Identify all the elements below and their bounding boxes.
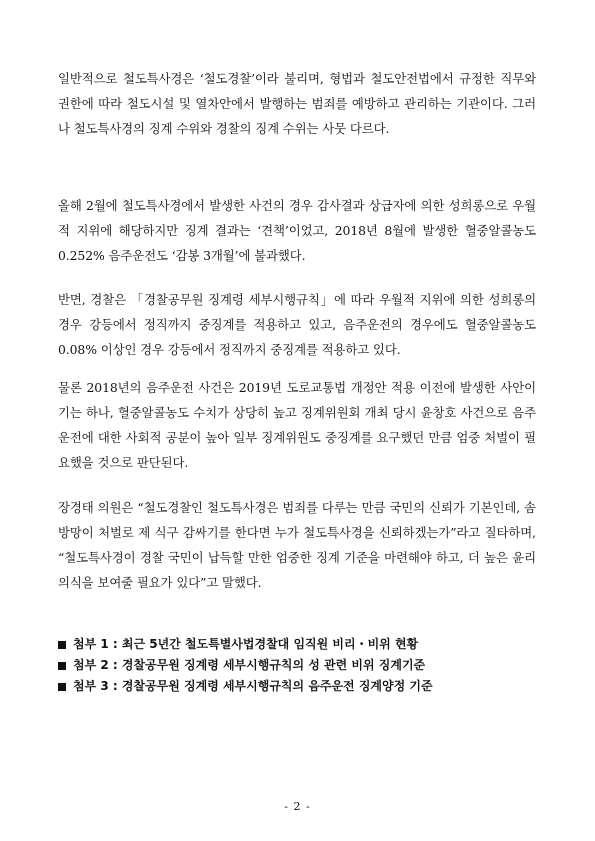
attachment-item bbox=[58, 676, 538, 697]
paragraph-drunk-driving-case: 물론 2018년의 음주운전 사건은 2019년 도로교통법 개정안 적용 이전에 발생한 사안이기는 하나, 혈중알콜농도 수치가 상당히 높고 징계위원회 개최 당시 윤창호 사건으로 음주운전에 대한 사회적 공분이 높아 일부 징계위원도 중징계를 요구했던 만큼 엄중 처벌이 필요했을 것으로 판단된다. bbox=[58, 380, 536, 470]
square-bullet-icon bbox=[58, 662, 66, 670]
square-bullet-icon bbox=[58, 641, 66, 649]
square-bullet-icon bbox=[58, 683, 66, 691]
attachment-item bbox=[58, 634, 538, 655]
attachment-label: 첨부 2 : 경찰공무원 징계령 세부시행규칙의 성 관련 비위 징계기준 bbox=[73, 658, 426, 672]
attachment-label: 첨부 3 : 경찰공무원 징계령 세부시행규칙의 음주운전 징계양정 기준 bbox=[73, 679, 433, 693]
paragraph-lawmaker-quote: 장경태 의원은 “철도경찰인 철도특사경은 범죄를 다루는 만큼 국민의 신뢰가 기본인데, 솜방망이 처벌로 제 식구 감싸기를 한다면 누가 철도특사경을 신뢰하겠는가”라고 질타하며, “철도특사경이 경찰 국민이 납득할 만한 엄중한 징계 기준을 마련해야 하고, 더 높은 윤리의식을 보여줄 필요가 있다”고 말했다. bbox=[58, 500, 536, 590]
paragraph-incident-cases: 올해 2월에 철도특사경에서 발생한 사건의 경우 감사결과 상급자에 의한 성희롱으로 우월적 지위에 해당하지만 징계 결과는 ‘견책’이었고, 2018년 8월에 발생한 혈중알콜농도 0.252% 음주운전도 ‘감봉 3개월’에 불과했다. bbox=[58, 198, 536, 263]
paragraph-railway-police-intro: 일반적으로 철도특사경은 ‘철도경찰’이라 불리며, 형법과 철도안전법에서 규정한 직무와 권한에 따라 철도시설 및 열차안에서 발행하는 범죄를 예방하고 관리하는 기관이다. 그러나 철도특사경의 징계 수위와 경찰의 징계 수위는 사뭇 다르다. bbox=[58, 71, 536, 136]
page-number: - 2 - bbox=[284, 800, 311, 813]
paragraph-police-standards: 반면, 경찰은 「경찰공무원 징계령 세부시행규칙」에 따라 우월적 지위에 의한 성희롱의 경우 강등에서 정직까지 중징계를 적용하고 있고, 음주운전의 경우에도 혈중알콜농도 0.08% 이상인 경우 강등에서 정직까지 중징계를 적용하고 있다. bbox=[58, 292, 536, 357]
attachment-label: 첨부 1 : 최근 5년간 철도특별사법경찰대 임직원 비리・비위 현황 bbox=[73, 637, 419, 651]
attachment-list bbox=[58, 634, 538, 697]
attachment-item bbox=[58, 655, 538, 676]
